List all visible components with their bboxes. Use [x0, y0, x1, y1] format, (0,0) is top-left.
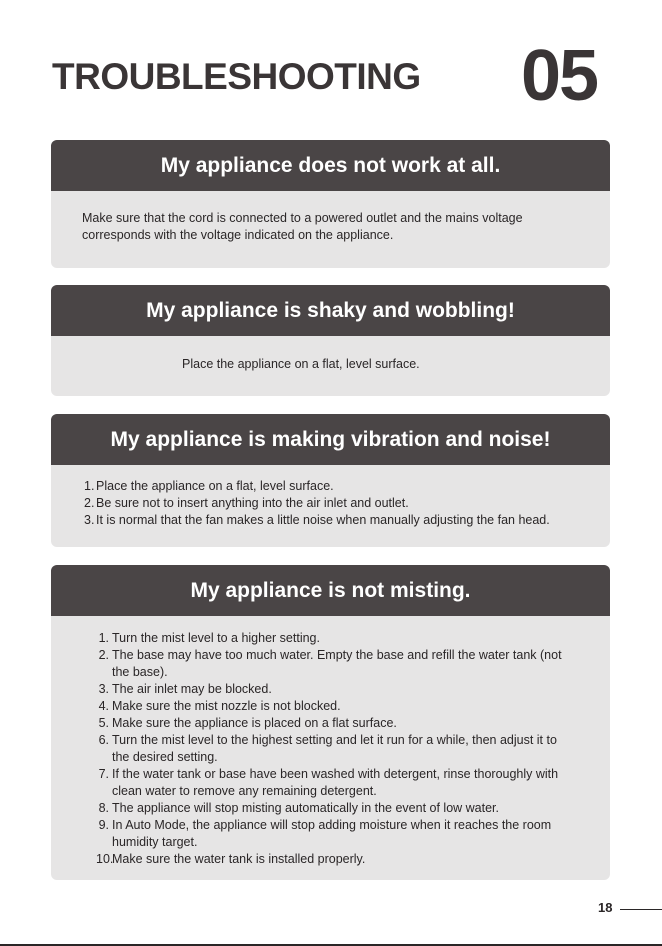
list-item-text: If the water tank or base have been washed with detergent, rinse thoroughly with clean water to remove any remaining detergent.: [112, 767, 559, 798]
page-title: TROUBLESHOOTING: [52, 56, 421, 97]
list-item-text: In Auto Mode, the appliance will stop adding moisture when it reaches the room humidity target.: [112, 818, 552, 849]
list-item-text: The air inlet may be blocked.: [112, 682, 272, 696]
list-item-text: Place the appliance on a flat, level surface.: [96, 479, 334, 493]
list-item: [96, 766, 570, 800]
card-body: [51, 336, 610, 373]
list-item-number: 6.: [98, 733, 109, 747]
solution-list: [84, 478, 610, 529]
card-text: Make sure that the cord is connected to a powered outlet and the mains voltage corresponds with the voltage indicated on the appliance.: [82, 211, 523, 242]
list-item-number: 8.: [98, 801, 109, 815]
list-item-number: 5.: [98, 716, 109, 730]
card-heading: [51, 565, 610, 616]
list-item: [96, 732, 570, 766]
card-heading-text: My appliance is making vibration and noise!: [110, 427, 551, 451]
list-item-text: It is normal that the fan makes a little noise when manually adjusting the fan head.: [96, 513, 550, 527]
list-item-number: 3.: [84, 513, 95, 527]
list-item-number: 1.: [84, 479, 95, 493]
chapter-number: 05: [521, 36, 598, 116]
list-item-number: 2.: [98, 648, 109, 662]
card-heading-text: My appliance does not work at all.: [160, 153, 501, 177]
card-body: [51, 616, 610, 868]
list-item-number: 2.: [84, 496, 95, 510]
list-item-number: 1.: [98, 631, 109, 645]
trouble-card-misting: [51, 565, 610, 880]
list-item-text: The appliance will stop misting automatically in the event of low water.: [112, 801, 499, 815]
list-item: [84, 495, 610, 512]
solution-list: [96, 630, 570, 868]
card-heading: [51, 414, 610, 465]
list-item-number: 3.: [98, 682, 109, 696]
list-item: [96, 647, 570, 681]
list-item-text: Make sure the mist nozzle is not blocked.: [112, 699, 341, 713]
list-item: [96, 681, 570, 698]
list-item: [96, 698, 570, 715]
list-item-number: 10.: [96, 852, 114, 866]
list-item-number: 4.: [98, 699, 109, 713]
trouble-card-vibration: [51, 414, 610, 547]
list-item: [84, 478, 610, 495]
list-item: [96, 715, 570, 732]
list-item-number: 7.: [98, 767, 109, 781]
list-item-number: 9.: [98, 818, 109, 832]
list-item-text: Be sure not to insert anything into the air inlet and outlet.: [96, 496, 409, 510]
list-item-text: The base may have too much water. Empty the base and refill the water tank (not the base).: [112, 648, 562, 679]
list-item: [96, 630, 570, 647]
card-heading: [51, 285, 610, 336]
list-item-text: Make sure the water tank is installed properly.: [112, 852, 366, 866]
page-number: 18: [598, 900, 613, 915]
list-item: [96, 800, 570, 817]
card-heading: [51, 140, 610, 191]
page-number-rule: [620, 909, 662, 910]
trouble-card-no-work: [51, 140, 610, 268]
card-body: [51, 465, 610, 529]
trouble-card-shaky: [51, 285, 610, 396]
list-item: [96, 851, 570, 868]
card-heading-text: My appliance is not misting.: [190, 578, 471, 602]
list-item: [96, 817, 570, 851]
list-item-text: Make sure the appliance is placed on a flat surface.: [112, 716, 397, 730]
card-heading-text: My appliance is shaky and wobbling!: [146, 298, 515, 322]
list-item-text: Turn the mist level to a higher setting.: [112, 631, 320, 645]
list-item-text: Turn the mist level to the highest setting and let it run for a while, then adjust it to the desired setting.: [112, 733, 557, 764]
list-item: [84, 512, 610, 529]
card-body: [51, 191, 610, 244]
card-text: Place the appliance on a flat, level surface.: [182, 357, 420, 371]
